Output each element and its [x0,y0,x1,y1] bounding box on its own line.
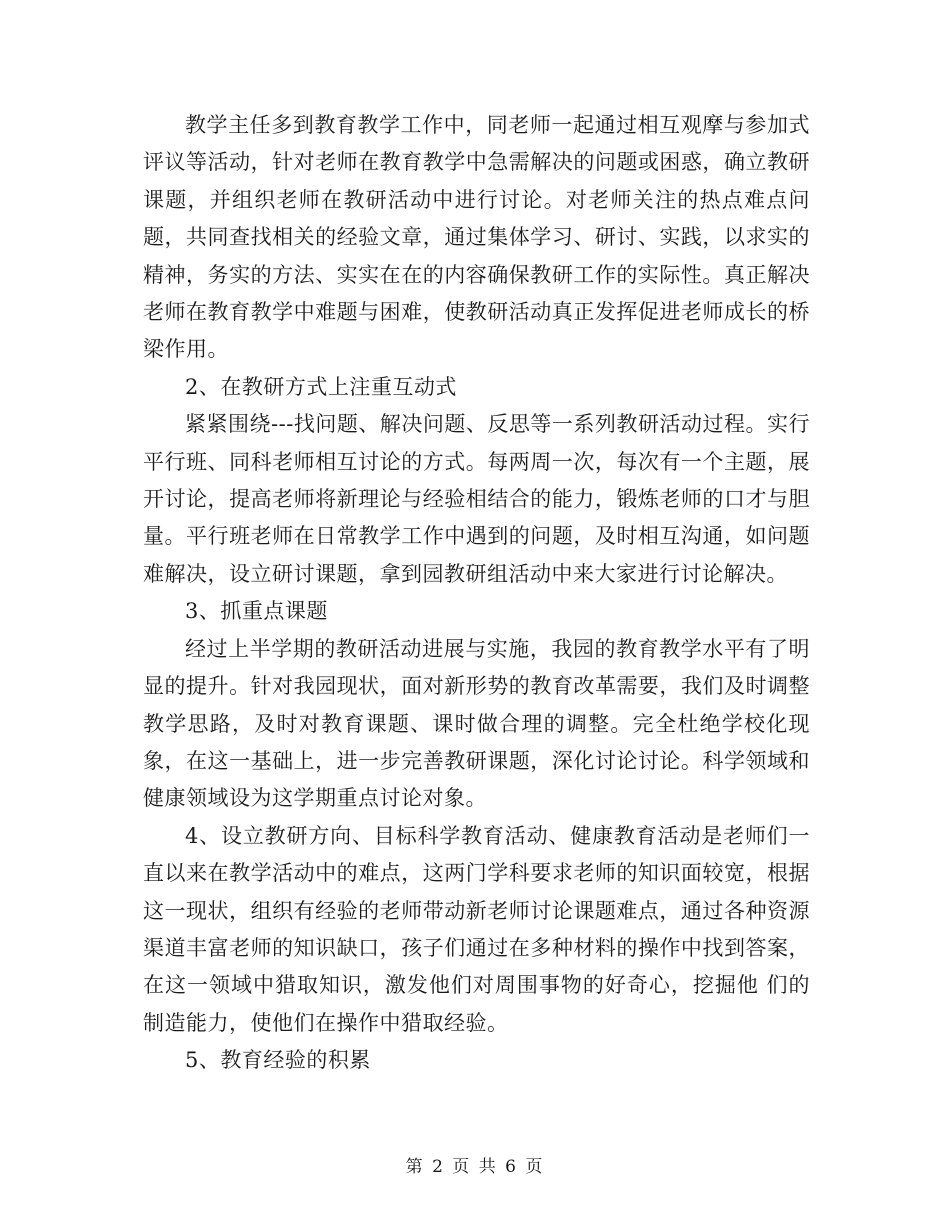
page-number-footer: 第 2 页 共 6 页 [405,1157,545,1177]
paragraph-teaching-director: 教学主任多到教育教学工作中，同老师一起通过相互观摩与参加式评议等活动，针对老师在教育教学中急需解决的问题或困惑，确立教研课题，并组织老师在教研活动中进行讨论。对老师关注的热点难点问题，共同查找相关的经验文章，通过集体学习、研讨、实践，以求实的精神，务实的方法、实实在在的内容确保教研工作的实际性。真正解决老师在教育教学中难题与困难，使教研活动真正发挥促进老师成长的桥梁作用。 [143,113,810,362]
section-heading-experience: 5、教育经验的积累 [185,1048,371,1073]
paragraph-key-topics: 经过上半学期的教研活动进展与实施，我园的教育教学水平有了明显的提升。针对我园现状，面对新形势的教育改革需要，我们及时调整教学思路，及时对教育课题、课时做合理的调整。完全杜绝学校化现象，在这一基础上，进一步完善教研课题，深化讨论讨论。科学领域和健康领域设为这学期重点讨论对象。 [143,636,810,811]
paragraph-research-direction: 4、设立教研方向、目标科学教育活动、健康教育活动是老师们一直以来在教学活动中的难点，这两门学科要求老师的知识面较宽，根据这一现状，组织有经验的老师带动新老师讨论课题难点，通过各种资源渠道丰富老师的知识缺口，孩子们通过在多种材料的操作中找到答案，在这一领域中猎取知识，激发他们对周围事物的好奇心，挖掘他 们的制造能力，使他们在操作中猎取经验。 [143,823,810,1035]
paragraph-interactive-method: 紧紧围绕---找问题、解决问题、反思等一系列教研活动过程。实行平行班、同科老师相互讨论的方式。每两周一次，每次有一个主题，展开讨论，提高老师将新理论与经验相结合的能力，锻炼老师的口才与胆量。平行班老师在日常教学工作中遇到的问题，及时相互沟通，如问题难解决，设立研讨课题，拿到园教研组活动中来大家进行讨论解决。 [143,412,810,586]
section-heading-key-topics: 3、抓重点课题 [185,599,328,624]
document-body [143,107,810,1080]
section-heading-interactive: 2、在教研方式上注重互动式 [185,374,457,399]
